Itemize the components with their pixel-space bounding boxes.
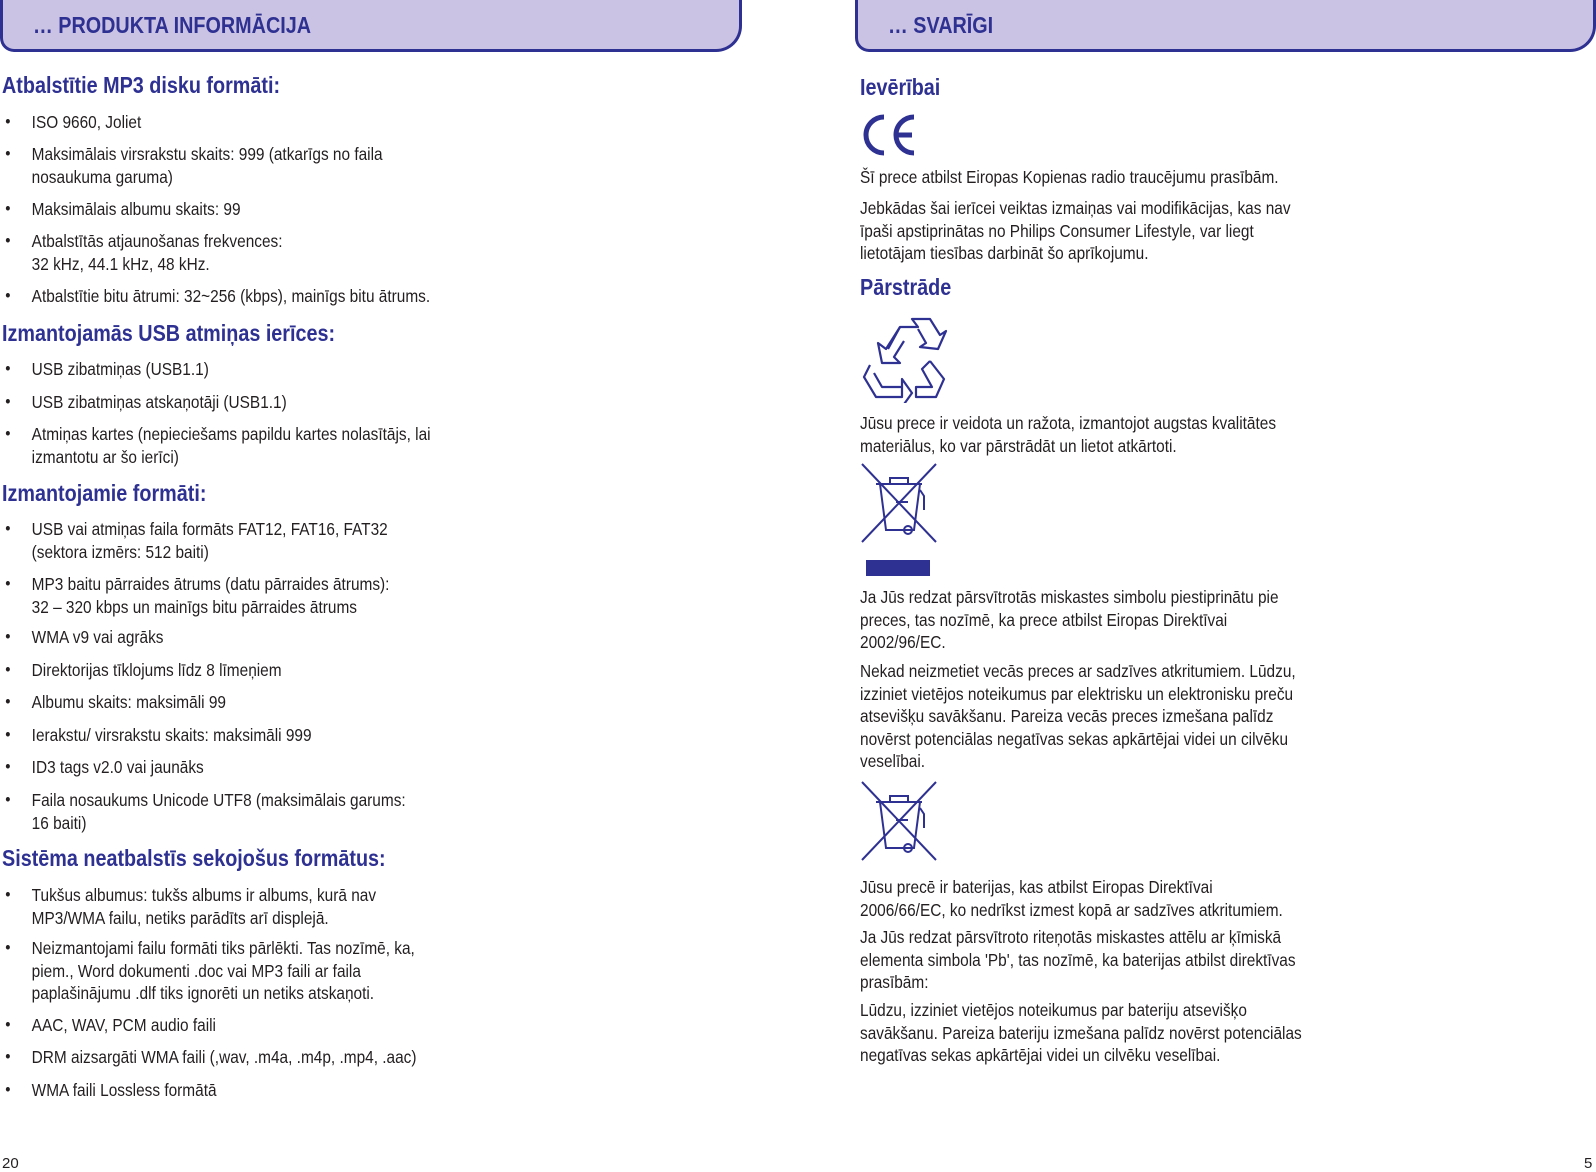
bullet: • — [5, 286, 11, 305]
recycle-icon — [860, 313, 950, 403]
ce-mark-icon — [860, 113, 920, 157]
bullet: • — [5, 359, 11, 378]
crossed-bin-battery-icon — [860, 780, 940, 864]
paragraph-weee-1: Ja Jūs redzat pārsvītrotās miskastes simbolu piestiprinātu pie preces, tas nozīmē, ka prece atbilst Eiropas Direktīvai 2002/96/EC. — [860, 587, 1279, 652]
bullet: • — [5, 660, 11, 679]
paragraph-modifications: Jebkādas šai ierīcei veiktas izmaiņas vai modifikācijas, kas nav īpaši apstiprinātas no Philips Consumer Lifestyle, var liegt lietotājam tiesības darbināt šo aprīkojumu. — [860, 198, 1291, 263]
section-heading: Izmantojamie formāti: — [2, 480, 207, 506]
bullet: • — [5, 144, 11, 163]
bullet: • — [5, 574, 11, 593]
right-header-title: … SVARĪGI — [888, 12, 994, 38]
page-number-left: 20 — [2, 1155, 19, 1172]
paragraph-recycle: Jūsu prece ir veidota un ražota, izmantojot augstas kvalitātes materiālus, ko var pārstrādāt un lietot atkārtoti. — [860, 413, 1277, 456]
bullet: • — [5, 519, 11, 538]
bullet: • — [5, 790, 11, 809]
section-heading: Izmantojamās USB atmiņas ierīces: — [2, 320, 336, 346]
bullet: • — [5, 725, 11, 744]
bullet: • — [5, 1015, 11, 1034]
left-header-tab — [0, 0, 742, 52]
bullet: • — [5, 757, 11, 776]
bullet: • — [5, 424, 11, 443]
bullet: • — [5, 627, 11, 646]
bullet: • — [5, 692, 11, 711]
section-heading: Atbalstītie MP3 disku formāti: — [2, 72, 281, 98]
bullet: • — [5, 938, 11, 957]
bullet: • — [5, 112, 11, 131]
paragraph-battery-1: Jūsu precē ir baterijas, kas atbilst Eiropas Direktīvai 2006/66/EC, ko nedrīkst izmest kopā ar sadzīves atkritumiem. — [860, 877, 1283, 920]
paragraph-battery-2: Ja Jūs redzat pārsvītroto riteņotās miskastes attēlu ar ķīmiskā elementa simbola 'Pb', tas nozīmē, ka baterijas atbilst direktīvas prasībām: — [860, 927, 1296, 992]
paragraph-ce: Šī prece atbilst Eiropas Kopienas radio traucējumu prasībām. — [860, 167, 1279, 187]
bullet: • — [5, 885, 11, 904]
bullet: • — [5, 1047, 11, 1066]
paragraph-battery-3: Lūdzu, izziniet vietējos noteikumus par bateriju atsevišķo savākšanu. Pareiza bateriju izmešana palīdz novērst potenciālas negatīvas sekas apkārtējai videi un cilvēku veselībai. — [860, 1000, 1302, 1065]
bullet: • — [5, 231, 11, 250]
bullet: • — [5, 1080, 11, 1099]
left-header-title: … PRODUKTA INFORMĀCIJA — [33, 12, 312, 38]
paragraph-weee-2: Nekad neizmetiet vecās preces ar sadzīves atkritumiem. Lūdzu, izziniet vietējos noteikumus par elektrisku un elektronisku preču atsevišķu savākšanu. Pareiza vecās preces izmešana palīdz novērst potenciālas negatīvas sekas apkārtējai videi un cilvēku veselībai. — [860, 661, 1296, 771]
bullet: • — [5, 392, 11, 411]
heading-recycle: Pārstrāde — [860, 274, 952, 300]
heading-notice: Ievērībai — [860, 74, 941, 100]
right-header-tab — [855, 0, 1596, 52]
page-number-right: 5 — [1584, 1155, 1593, 1172]
crossed-bin-icon — [860, 462, 940, 578]
bullet: • — [5, 199, 11, 218]
section-heading: Sistēma neatbalstīs sekojošus formātus: — [2, 845, 386, 871]
